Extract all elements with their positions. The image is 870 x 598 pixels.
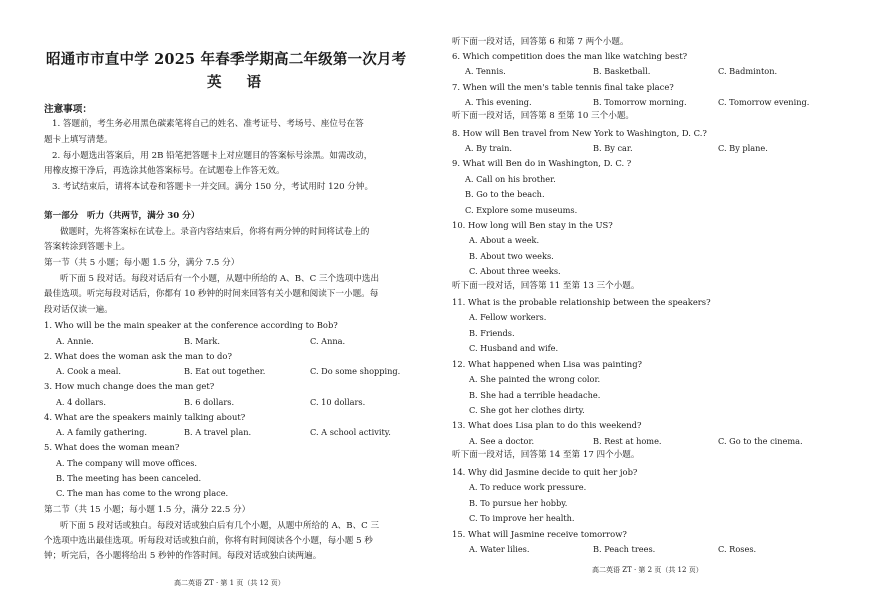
instruction: 听下面一段对话，回答第 6 和第 7 两个小题。 — [452, 37, 629, 47]
option-c: C. Roses. — [718, 544, 757, 554]
subject-title: 英 语 — [207, 74, 272, 91]
option-b: B. The meeting has been canceled. — [56, 473, 202, 483]
notes-heading: 注意事项： — [44, 104, 92, 115]
question-5: 5. What does the woman mean? — [44, 442, 180, 452]
question-9: 9. What will Ben do in Washington, D. C. ? — [452, 158, 632, 168]
question-1: 1. Who will be the main speaker at the conference according to Bob? — [44, 320, 338, 330]
note-line: 2. 每小题选出答案后，用 2B 铅笔把答题卡上对应题目的答案标号涂黑。如需改动， — [52, 151, 373, 161]
instruction: 听下面一段对话，回答第 8 至第 10 三个小题。 — [452, 111, 635, 121]
option-b: B. Tomorrow morning. — [593, 97, 687, 107]
option-b: B. Rest at home. — [593, 436, 662, 446]
option-b: B. A travel plan. — [184, 427, 252, 437]
option-a: A. To reduce work pressure. — [469, 482, 587, 492]
option-b: B. Friends. — [469, 328, 515, 338]
option-a: A. Annie. — [56, 336, 94, 346]
option-a: A. Tennis. — [465, 66, 506, 76]
page-footer: 高二英语 ZT · 第 2 页（共 12 页） — [592, 566, 703, 574]
option-a: A. Fellow workers. — [469, 312, 547, 322]
option-b: B. Go to the beach. — [465, 189, 545, 199]
option-c: C. 10 dollars. — [310, 397, 366, 407]
question-15: 15. What will Jasmine receive tomorrow? — [452, 529, 627, 539]
part1-intro-line: 做题时，先将答案标在试卷上。录音内容结束后，你将有两分钟的时间将试卷上的 — [60, 227, 370, 237]
option-c: C. About three weeks. — [469, 266, 561, 276]
instruction: 听下面一段对话，回答第 14 至第 17 四个小题。 — [452, 450, 640, 460]
question-12: 12. What happened when Lisa was painting? — [452, 359, 643, 369]
question-3: 3. How much change does the man get? — [44, 381, 215, 391]
option-c: C. Tomorrow evening. — [718, 97, 810, 107]
option-a: A. See a doctor. — [469, 436, 535, 446]
part1-intro-line: 答案转涂到答题卡上。 — [44, 242, 130, 252]
section1-heading: 第一节（共 5 小题；每小题 1.5 分，满分 7.5 分） — [44, 258, 240, 268]
option-b: B. Mark. — [184, 336, 220, 346]
option-a: A. By train. — [465, 143, 512, 153]
option-c: C. The man has come to the wrong place. — [56, 488, 229, 498]
note-line: 用橡皮擦干净后，再选涂其他答案标号。在试题卷上作答无效。 — [44, 166, 285, 176]
option-a: A. Cook a meal. — [56, 366, 122, 376]
option-b: B. By car. — [593, 143, 633, 153]
page-footer: 高二英语 ZT · 第 1 页（共 12 页） — [174, 579, 285, 587]
option-c: C. She got her clothes dirty. — [469, 405, 585, 415]
option-b: B. Peach trees. — [593, 544, 656, 554]
question-2: 2. What does the woman ask the man to do? — [44, 351, 232, 361]
option-a: A. She painted the wrong color. — [469, 374, 601, 384]
option-a: A. This evening. — [465, 97, 532, 107]
option-c: C. Explore some museums. — [465, 205, 578, 215]
option-a: A. Call on his brother. — [465, 174, 556, 184]
option-c: C. A school activity. — [310, 427, 391, 437]
option-c: C. Husband and wife. — [469, 343, 559, 353]
option-a: A. About a week. — [469, 235, 540, 245]
option-a: A. The company will move offices. — [56, 458, 198, 468]
option-a: A. Water lilies. — [469, 544, 530, 554]
question-14: 14. Why did Jasmine decide to quit her job? — [452, 467, 638, 477]
note-line: 题卡上填写清楚。 — [44, 135, 113, 145]
option-b: B. Eat out together. — [184, 366, 266, 376]
question-8: 8. How will Ben travel from New York to Washington, D. C.? — [452, 128, 707, 138]
option-b: B. She had a terrible headache. — [469, 390, 601, 400]
exam-title: 昭通市市直中学 2025 年春季学期高二年级第一次月考 — [46, 51, 407, 68]
option-b: B. To pursue her hobby. — [469, 498, 568, 508]
option-b: B. 6 dollars. — [184, 397, 235, 407]
part1-heading: 第一部分 听力（共两节，满分 30 分） — [44, 211, 200, 221]
question-4: 4. What are the speakers mainly talking about? — [44, 412, 246, 422]
note-line: 1. 答题前，考生务必用黑色碳素笔将自己的姓名、准考证号、考场号、座位号在答 — [52, 119, 364, 129]
option-c: C. Badminton. — [718, 66, 778, 76]
option-a: A. A family gathering. — [56, 427, 147, 437]
section2-heading: 第二节（共 15 小题；每小题 1.5 分，满分 22.5 分） — [44, 505, 251, 515]
option-a: A. 4 dollars. — [56, 397, 106, 407]
section1-intro-line: 段对话仅读一遍。 — [44, 305, 113, 315]
question-6: 6. Which competition does the man like watching best? — [452, 51, 688, 61]
section1-intro-line: 听下面 5 段对话。每段对话后有一个小题，从题中所给的 A、B、C 三个选项中选出 — [60, 274, 380, 284]
section1-intro-line: 最佳选项。听完每段对话后，你都有 10 秒钟的时间来回答有关小题和阅读下一小题。每 — [44, 289, 379, 299]
option-c: C. Go to the cinema. — [718, 436, 803, 446]
question-13: 13. What does Lisa plan to do this weekend? — [452, 420, 642, 430]
option-c: C. To improve her health. — [469, 513, 575, 523]
section2-intro-line: 个选项中选出最佳选项。听每段对话或独白前，你将有时间阅读各个小题，每小题 5 秒 — [44, 536, 373, 546]
option-c: C. Do some shopping. — [310, 366, 401, 376]
option-c: C. By plane. — [718, 143, 768, 153]
section2-intro-line: 听下面 5 段对话或独白。每段对话或独白后有几个小题，从题中所给的 A、B、C 三 — [60, 521, 380, 531]
option-b: B. Basketball. — [593, 66, 651, 76]
question-10: 10. How long will Ben stay in the US? — [452, 220, 613, 230]
question-11: 11. What is the probable relationship between the speakers? — [452, 297, 711, 307]
section2-intro-line: 钟；听完后，各小题将给出 5 秒钟的作答时间。每段对话或独白读两遍。 — [44, 551, 322, 561]
question-7: 7. When will the men's table tennis final take place? — [452, 82, 674, 92]
note-line: 3. 考试结束后，请将本试卷和答题卡一并交回。满分 150 分，考试用时 120 分钟。 — [52, 182, 374, 192]
instruction: 听下面一段对话，回答第 11 至第 13 三个小题。 — [452, 281, 640, 291]
option-b: B. About two weeks. — [469, 251, 554, 261]
option-c: C. Anna. — [310, 336, 346, 346]
